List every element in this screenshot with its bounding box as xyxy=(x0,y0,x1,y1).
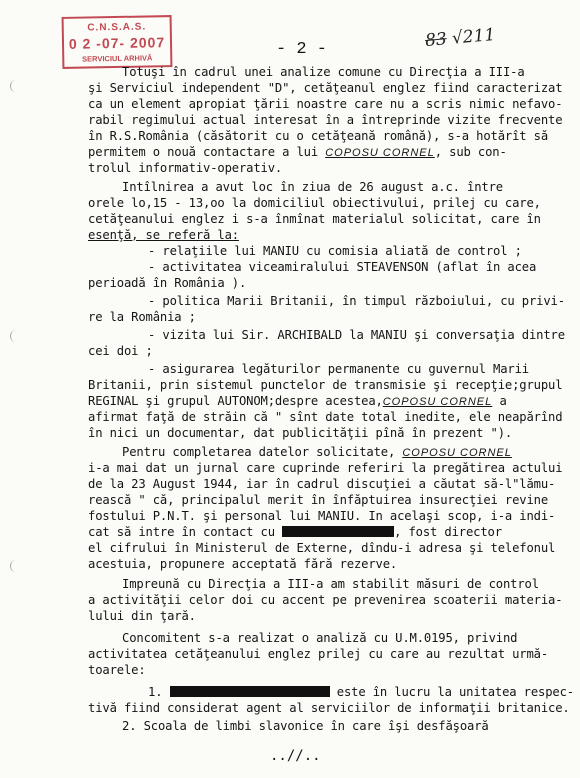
text-line: cetăţeanului englez i s-a înmînat materialul solicitat, care în xyxy=(88,212,541,226)
text-segment: a xyxy=(499,394,507,408)
punch-hole-mark xyxy=(10,560,21,572)
redacted-name: COPOSU CORNEL xyxy=(402,447,512,459)
text-line: el cifrului în Ministerul de Externe, dîndu-i adresa şi telefonul xyxy=(88,541,556,555)
text-segment: 1. xyxy=(148,685,163,699)
text-line: trolul informativ-operativ. xyxy=(88,161,283,175)
stamp-date: 0 2 -07- 2007 xyxy=(68,34,166,52)
text-line: toarele: xyxy=(88,663,146,677)
text-segment: este în lucru la unitatea respec- xyxy=(336,685,574,699)
list-item: - relaţiile lui MANIU cu comisia aliată de control ; xyxy=(148,244,522,258)
archive-number-struck: 83 xyxy=(424,29,448,52)
text-line: ca un element apropiat ţării noastre care nu a scris nimic nefavo- xyxy=(88,97,563,111)
redacted-name: COPOSU CORNEL xyxy=(382,396,493,408)
text-line xyxy=(88,144,507,161)
punch-hole-mark xyxy=(10,80,21,92)
text-line: orele lo,15 - 13,oo la domiciliul obiectivului, prilej cu care, xyxy=(88,196,541,210)
redacted-name: COPOSU CORNEL xyxy=(325,147,435,159)
text-segment: Pentru completarea datelor solicitate, xyxy=(122,445,396,459)
text-line: re la România ; xyxy=(88,310,196,324)
text-line: i-a mai dat un jurnal care cuprinde referiri la pregătirea actului xyxy=(88,461,563,475)
text-line: şi Serviciul independent "D", cetăţeanul englez fiind caracterizat xyxy=(88,81,563,95)
text-line: esenţă, se referă la: xyxy=(88,228,239,242)
text-line: de la 23 August 1944, iar în cadrul discuţiei a căutat să-l"lămu- xyxy=(88,477,556,491)
text-line: în R.S.România (căsătorit cu o cetăţeană română), s-a hotărît să xyxy=(88,129,548,143)
punch-hole-mark xyxy=(10,330,21,342)
text-line: fostului P.N.T. şi personal lui MANIU. In acelaşi scop, i-a indi- xyxy=(88,509,556,523)
text-line: Totuşi în cadrul unei analize comune cu Direcţia a III-a xyxy=(122,65,525,79)
list-item: - vizita lui Sir. ARCHIBALD la MANIU şi conversaţia dintre xyxy=(148,328,565,342)
archive-stamp xyxy=(62,15,173,69)
archive-number-current: √211 xyxy=(451,24,497,49)
stamp-org: C.N.S.A.S. xyxy=(87,21,147,34)
redaction-bar xyxy=(170,686,330,697)
text-segment: REGINAL şi grupul AUTONOM;despre acestea, xyxy=(88,394,383,408)
text-segment: , sub con- xyxy=(434,145,507,159)
text-line: tivă fiind considerat agent al serviciilor de informaţii britanice. xyxy=(88,701,570,715)
text-line: a activităţii celor doi cu accent pe prevenirea scoaterii materia- xyxy=(88,593,563,607)
archive-number xyxy=(424,25,496,51)
page-number: - 2 - xyxy=(276,40,328,59)
text-line xyxy=(88,524,502,540)
text-line: acestuia, propunere acceptată fără rezerve. xyxy=(88,557,398,571)
text-line: rabil regimului actual interesat în a întreprinde vizite frecvente xyxy=(88,113,563,127)
page-continuation-mark: ..//.. xyxy=(270,748,321,764)
list-item: - politica Marii Britanii, în timpul războiului, cu privi- xyxy=(148,294,565,308)
text-line: activitatea cetăţeanului englez prilej cu care au rezultat urmă- xyxy=(88,647,548,661)
text-line: în nici un documentar, dat publicităţii pînă în prezent "). xyxy=(88,426,513,440)
text-line: perioadă în România ). xyxy=(88,276,247,290)
text-line: Concomitent s-a realizat o analiză cu U.M.0195, privind xyxy=(122,631,518,645)
stamp-dept: SERVICIUL ARHIVĂ xyxy=(82,53,153,64)
text-segment: , fost director xyxy=(394,525,502,539)
text-line: Impreună cu Direcţia a III-a am stabilit măsuri de control xyxy=(122,577,539,591)
text-line: Britanii, prin sistemul punctelor de transmisie şi recepţie;grupul xyxy=(88,378,563,392)
text-segment: permitem o nouă contactare a lui xyxy=(88,145,318,159)
text-line: lului din ţară. xyxy=(88,609,196,623)
text-line: Intîlnirea a avut loc în ziua de 26 august a.c. între xyxy=(122,180,503,194)
redaction-bar xyxy=(282,526,394,537)
text-line xyxy=(122,444,512,461)
text-line: cei doi ; xyxy=(88,344,153,358)
list-item xyxy=(148,684,574,700)
list-item: - activitatea viceamiralului STEAVENSON (aflat în acea xyxy=(148,260,537,274)
text-segment: cat să intre în contact cu xyxy=(88,525,275,539)
text-line: rească " că, principalul merit în înfăptuirea insurecţiei revine xyxy=(88,493,548,507)
text-line: 2. Scoala de limbi slavonice în care îşi desfăşoară xyxy=(122,719,489,733)
text-line xyxy=(88,393,507,410)
text-line: afirmat faţă de străin că " sînt date total inedite, ele neapărînd xyxy=(88,410,563,424)
list-item: - asigurarea legăturilor permanente cu guvernul Marii xyxy=(148,362,529,376)
